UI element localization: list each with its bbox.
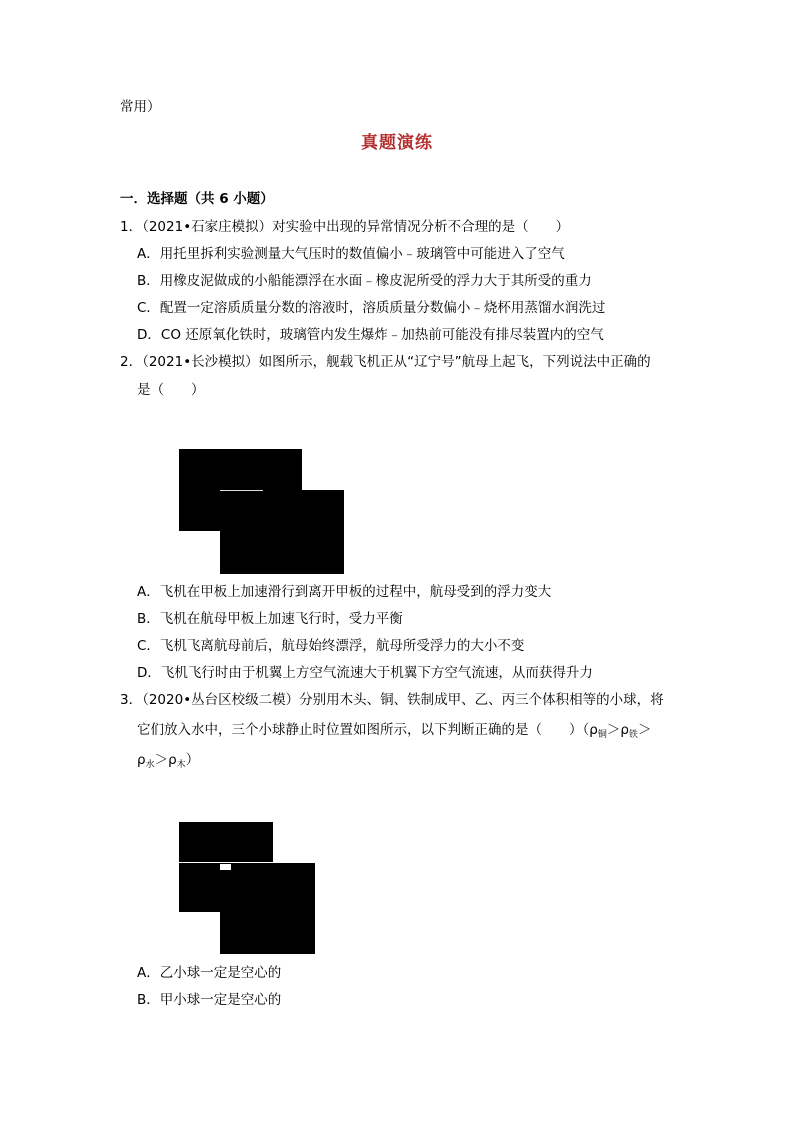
figure-block — [179, 863, 273, 912]
figure-line — [220, 490, 263, 491]
figure-block — [273, 863, 315, 954]
density-subscript-water: 水 — [145, 760, 155, 770]
question-1-option-d: D．CO 还原氧化铁时，玻璃管内发生爆炸﹣加热前可能没有排尽装置内的空气 — [137, 327, 604, 343]
question-1-option-c: C．配置一定溶质质量分数的溶液时，溶质质量分数偏小﹣烧杯用蒸馏水润洗过 — [137, 300, 606, 316]
question-3-stem-line2 — [137, 721, 651, 744]
question-1-stem: 1．（2021•石家庄模拟）对实验中出现的异常情况分析不合理的是（ ） — [120, 219, 570, 235]
figure-block — [179, 822, 273, 862]
question-1-option-a: A．用托里拆利实验测量大气压时的数值偏小﹣玻璃管中可能进入了空气 — [137, 246, 565, 262]
question-2-stem-line1: 2．（2021•长沙模拟）如图所示，舰载飞机正从“辽宁号”航母上起飞，下列说法中正确的 — [120, 354, 651, 370]
close-paren: ） — [185, 752, 200, 768]
question-2-option-b: B．飞机在航母甲板上加速飞行时，受力平衡 — [137, 611, 403, 627]
figure-mark — [220, 864, 231, 870]
density-subscript-copper: 铜 — [597, 730, 607, 740]
figure-block — [302, 490, 344, 574]
question-2-stem-line2: 是（ ） — [137, 382, 205, 398]
question-3-stem-text: 它们放入水中，三个小球静止时位置如图所示，以下判断正确的是（ ）（ρ — [137, 722, 598, 738]
question-3-option-a: A．乙小球一定是空心的 — [137, 965, 282, 981]
top-fragment: 常用） — [120, 99, 161, 115]
question-3-option-b: B．甲小球一定是空心的 — [137, 992, 282, 1008]
question-2-option-a: A．飞机在甲板上加速滑行到离开甲板的过程中，航母受到的浮力变大 — [137, 584, 552, 600]
greater-than: ＞ρ — [606, 722, 629, 738]
page-title: 真题演练 — [361, 133, 433, 153]
density-subscript-wood: 木 — [176, 760, 186, 770]
density-subscript-iron: 铁 — [628, 730, 638, 740]
section-heading: 一．选择题（共 6 小题） — [120, 191, 274, 207]
question-2-option-d: D．飞机飞行时由于机翼上方空气流速大于机翼下方空气流速，从而获得升力 — [137, 665, 593, 681]
rho-symbol: ρ — [137, 752, 146, 768]
question-1-option-b: B．用橡皮泥做成的小船能漂浮在水面﹣橡皮泥所受的浮力大于其所受的重力 — [137, 273, 592, 289]
question-3-stem-line3 — [137, 751, 199, 774]
figure-block — [220, 531, 302, 574]
figure-block — [220, 912, 273, 954]
greater-than: ＞ — [637, 722, 652, 738]
question-3-stem-line1: 3．（2020•丛台区校级二模）分别用木头、铜、铁制成甲、乙、丙三个体积相等的小球，将 — [120, 692, 664, 708]
greater-than: ＞ρ — [154, 752, 177, 768]
question-2-option-c: C．飞机飞离航母前后，航母始终漂浮，航母所受浮力的大小不变 — [137, 638, 525, 654]
